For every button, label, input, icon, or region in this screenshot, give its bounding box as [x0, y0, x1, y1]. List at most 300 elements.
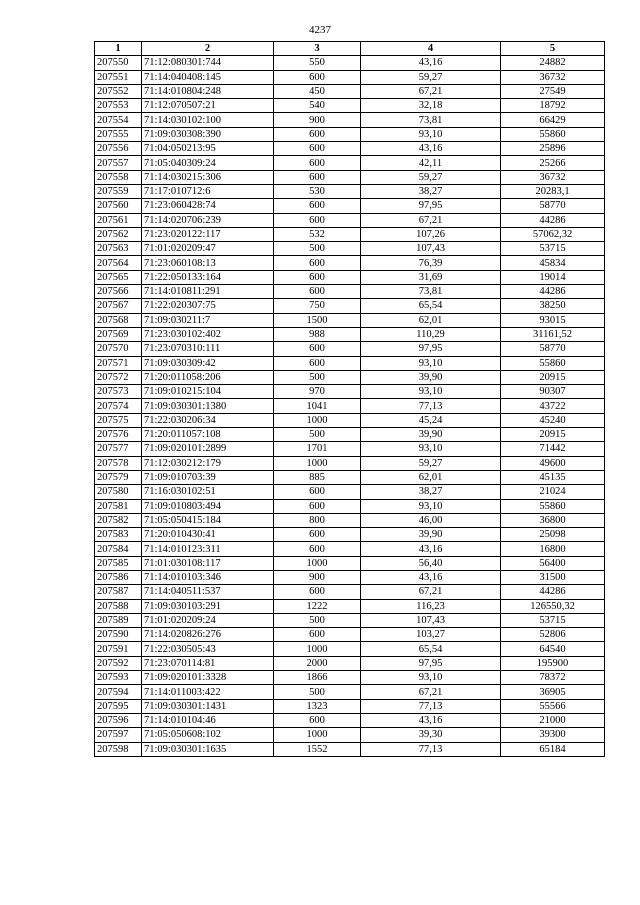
amount-value: 43722 [501, 399, 605, 413]
rate-value: 103,27 [361, 628, 501, 642]
cadastral-number: 71:14:020826:276 [142, 628, 274, 642]
table-row [95, 599, 605, 613]
amount-value: 21024 [501, 485, 605, 499]
amount-value: 55860 [501, 356, 605, 370]
cadastral-number: 71:14:011003:422 [142, 685, 274, 699]
amount-value: 58770 [501, 199, 605, 213]
row-number: 207576 [95, 428, 142, 442]
amount-value: 49600 [501, 456, 605, 470]
area-value: 900 [274, 570, 361, 584]
row-number: 207584 [95, 542, 142, 556]
row-number: 207568 [95, 313, 142, 327]
table-row [95, 285, 605, 299]
amount-value: 44286 [501, 285, 605, 299]
table-row [95, 356, 605, 370]
rate-value: 59,27 [361, 456, 501, 470]
area-value: 600 [274, 528, 361, 542]
rate-value: 38,27 [361, 184, 501, 198]
amount-value: 20915 [501, 428, 605, 442]
area-value: 600 [274, 213, 361, 227]
area-value: 500 [274, 370, 361, 384]
column-header-5: 5 [501, 42, 605, 56]
rate-value: 77,13 [361, 699, 501, 713]
row-number: 207570 [95, 342, 142, 356]
area-value: 500 [274, 613, 361, 627]
amount-value: 55860 [501, 127, 605, 141]
rate-value: 62,01 [361, 470, 501, 484]
table-row [95, 299, 605, 313]
amount-value: 45135 [501, 470, 605, 484]
amount-value: 31500 [501, 570, 605, 584]
area-value: 2000 [274, 656, 361, 670]
amount-value: 53715 [501, 242, 605, 256]
area-value: 600 [274, 585, 361, 599]
table-row [95, 227, 605, 241]
row-number: 207567 [95, 299, 142, 313]
amount-value: 18792 [501, 99, 605, 113]
rate-value: 43,16 [361, 56, 501, 70]
rate-value: 43,16 [361, 142, 501, 156]
area-value: 600 [274, 170, 361, 184]
amount-value: 20915 [501, 370, 605, 384]
table-row [95, 713, 605, 727]
amount-value: 19014 [501, 270, 605, 284]
row-number: 207572 [95, 370, 142, 384]
row-number: 207581 [95, 499, 142, 513]
amount-value: 58770 [501, 342, 605, 356]
row-number: 207597 [95, 728, 142, 742]
row-number: 207579 [95, 470, 142, 484]
row-number: 207559 [95, 184, 142, 198]
cadastral-number: 71:14:040511:537 [142, 585, 274, 599]
amount-value: 39300 [501, 728, 605, 742]
cadastral-number: 71:01:030108:117 [142, 556, 274, 570]
area-value: 600 [274, 485, 361, 499]
cadastral-number: 71:05:040309:24 [142, 156, 274, 170]
row-number: 207580 [95, 485, 142, 499]
cadastral-number: 71:09:010703:39 [142, 470, 274, 484]
cadastral-number: 71:14:010811:291 [142, 285, 274, 299]
rate-value: 43,16 [361, 713, 501, 727]
row-number: 207585 [95, 556, 142, 570]
cadastral-number: 71:14:010103:346 [142, 570, 274, 584]
cadastral-number: 71:04:050213:95 [142, 142, 274, 156]
table-row [95, 413, 605, 427]
amount-value: 25098 [501, 528, 605, 542]
row-number: 207569 [95, 327, 142, 341]
row-number: 207592 [95, 656, 142, 670]
rate-value: 32,18 [361, 99, 501, 113]
table-row [95, 342, 605, 356]
area-value: 500 [274, 242, 361, 256]
row-number: 207596 [95, 713, 142, 727]
cadastral-number: 71:09:020101:2899 [142, 442, 274, 456]
table-row [95, 513, 605, 527]
rate-value: 39,90 [361, 428, 501, 442]
amount-value: 25266 [501, 156, 605, 170]
area-value: 1222 [274, 599, 361, 613]
table-row [95, 699, 605, 713]
area-value: 600 [274, 142, 361, 156]
amount-value: 57062,32 [501, 227, 605, 241]
cadastral-number: 71:20:010430:41 [142, 528, 274, 542]
rate-value: 93,10 [361, 442, 501, 456]
rate-value: 65,54 [361, 642, 501, 656]
area-value: 600 [274, 270, 361, 284]
area-value: 450 [274, 84, 361, 98]
area-value: 1552 [274, 742, 361, 756]
table-row [95, 142, 605, 156]
table-row [95, 728, 605, 742]
row-number: 207582 [95, 513, 142, 527]
row-number: 207594 [95, 685, 142, 699]
rate-value: 93,10 [361, 127, 501, 141]
row-number: 207562 [95, 227, 142, 241]
cadastral-number: 71:22:030505:43 [142, 642, 274, 656]
table-row [95, 656, 605, 670]
cadastral-number: 71:20:011057:108 [142, 428, 274, 442]
rate-value: 93,10 [361, 671, 501, 685]
cadastral-number: 71:12:030212:179 [142, 456, 274, 470]
row-number: 207556 [95, 142, 142, 156]
amount-value: 78372 [501, 671, 605, 685]
cadastral-number: 71:14:020706:239 [142, 213, 274, 227]
rate-value: 39,90 [361, 370, 501, 384]
table-row [95, 156, 605, 170]
cadastral-number: 71:23:060108:13 [142, 256, 274, 270]
rate-value: 56,40 [361, 556, 501, 570]
rate-value: 77,13 [361, 399, 501, 413]
data-table [94, 41, 605, 757]
table-row [95, 585, 605, 599]
area-value: 600 [274, 199, 361, 213]
rate-value: 46,00 [361, 513, 501, 527]
cadastral-number: 71:23:070310:111 [142, 342, 274, 356]
row-number: 207571 [95, 356, 142, 370]
table-row [95, 113, 605, 127]
table-row [95, 70, 605, 84]
row-number: 207575 [95, 413, 142, 427]
amount-value: 64540 [501, 642, 605, 656]
table-row [95, 199, 605, 213]
table-row [95, 385, 605, 399]
table-row [95, 184, 605, 198]
rate-value: 65,54 [361, 299, 501, 313]
row-number: 207565 [95, 270, 142, 284]
page-number: 4237 [309, 24, 331, 36]
area-value: 1000 [274, 728, 361, 742]
cadastral-number: 71:09:030301:1431 [142, 699, 274, 713]
row-number: 207552 [95, 84, 142, 98]
area-value: 600 [274, 70, 361, 84]
cadastral-number: 71:14:030215:306 [142, 170, 274, 184]
rate-value: 45,24 [361, 413, 501, 427]
amount-value: 44286 [501, 585, 605, 599]
table-row [95, 84, 605, 98]
cadastral-number: 71:05:050415:184 [142, 513, 274, 527]
cadastral-number: 71:22:030206:34 [142, 413, 274, 427]
row-number: 207595 [95, 699, 142, 713]
table-row [95, 499, 605, 513]
table-row [95, 399, 605, 413]
cadastral-number: 71:17:010712:6 [142, 184, 274, 198]
table-row [95, 570, 605, 584]
amount-value: 90307 [501, 385, 605, 399]
amount-value: 24882 [501, 56, 605, 70]
table-row [95, 685, 605, 699]
row-number: 207553 [95, 99, 142, 113]
row-number: 207566 [95, 285, 142, 299]
cadastral-number: 71:23:060428:74 [142, 199, 274, 213]
row-number: 207587 [95, 585, 142, 599]
rate-value: 97,95 [361, 342, 501, 356]
rate-value: 107,26 [361, 227, 501, 241]
table-row [95, 270, 605, 284]
cadastral-number: 71:09:010215:104 [142, 385, 274, 399]
area-value: 1866 [274, 671, 361, 685]
column-header-4: 4 [361, 42, 501, 56]
row-number: 207563 [95, 242, 142, 256]
row-number: 207583 [95, 528, 142, 542]
rate-value: 67,21 [361, 585, 501, 599]
amount-value: 71442 [501, 442, 605, 456]
cadastral-number: 71:23:030102:402 [142, 327, 274, 341]
row-number: 207551 [95, 70, 142, 84]
table-row [95, 442, 605, 456]
area-value: 750 [274, 299, 361, 313]
table-row [95, 370, 605, 384]
rate-value: 62,01 [361, 313, 501, 327]
rate-value: 43,16 [361, 570, 501, 584]
row-number: 207593 [95, 671, 142, 685]
rate-value: 93,10 [361, 385, 501, 399]
table-row [95, 470, 605, 484]
area-value: 988 [274, 327, 361, 341]
area-value: 600 [274, 713, 361, 727]
amount-value: 36905 [501, 685, 605, 699]
amount-value: 53715 [501, 613, 605, 627]
area-value: 540 [274, 99, 361, 113]
cadastral-number: 71:23:070114:81 [142, 656, 274, 670]
cadastral-number: 71:20:011058:206 [142, 370, 274, 384]
amount-value: 44286 [501, 213, 605, 227]
amount-value: 16800 [501, 542, 605, 556]
area-value: 600 [274, 356, 361, 370]
table-row [95, 456, 605, 470]
rate-value: 110,29 [361, 327, 501, 341]
table-row [95, 327, 605, 341]
cadastral-number: 71:05:050608:102 [142, 728, 274, 742]
area-value: 1000 [274, 456, 361, 470]
area-value: 530 [274, 184, 361, 198]
row-number: 207578 [95, 456, 142, 470]
rate-value: 67,21 [361, 213, 501, 227]
table-row [95, 428, 605, 442]
table-row [95, 170, 605, 184]
table-row [95, 56, 605, 70]
row-number: 207590 [95, 628, 142, 642]
cadastral-number: 71:12:080301:744 [142, 56, 274, 70]
amount-value: 45834 [501, 256, 605, 270]
row-number: 207574 [95, 399, 142, 413]
area-value: 800 [274, 513, 361, 527]
area-value: 500 [274, 428, 361, 442]
area-value: 600 [274, 127, 361, 141]
rate-value: 39,90 [361, 528, 501, 542]
row-number: 207591 [95, 642, 142, 656]
cadastral-number: 71:09:030103:291 [142, 599, 274, 613]
rate-value: 93,10 [361, 356, 501, 370]
cadastral-number: 71:14:030102:100 [142, 113, 274, 127]
table-row [95, 556, 605, 570]
amount-value: 195900 [501, 656, 605, 670]
cadastral-number: 71:14:010804:248 [142, 84, 274, 98]
amount-value: 66429 [501, 113, 605, 127]
area-value: 550 [274, 56, 361, 70]
rate-value: 39,30 [361, 728, 501, 742]
table-row [95, 528, 605, 542]
amount-value: 31161,52 [501, 327, 605, 341]
area-value: 900 [274, 113, 361, 127]
table-row [95, 127, 605, 141]
row-number: 207588 [95, 599, 142, 613]
row-number: 207560 [95, 199, 142, 213]
rate-value: 116,23 [361, 599, 501, 613]
area-value: 970 [274, 385, 361, 399]
rate-value: 67,21 [361, 685, 501, 699]
rate-value: 43,16 [361, 542, 501, 556]
amount-value: 55566 [501, 699, 605, 713]
amount-value: 21000 [501, 713, 605, 727]
row-number: 207557 [95, 156, 142, 170]
area-value: 1701 [274, 442, 361, 456]
table-header-row [95, 42, 605, 56]
table-row [95, 213, 605, 227]
row-number: 207550 [95, 56, 142, 70]
rate-value: 77,13 [361, 742, 501, 756]
cadastral-number: 71:09:010803:494 [142, 499, 274, 513]
area-value: 1041 [274, 399, 361, 413]
cadastral-number: 71:09:030308:390 [142, 127, 274, 141]
amount-value: 36732 [501, 170, 605, 184]
area-value: 1500 [274, 313, 361, 327]
amount-value: 45240 [501, 413, 605, 427]
area-value: 600 [274, 628, 361, 642]
amount-value: 20283,1 [501, 184, 605, 198]
rate-value: 67,21 [361, 84, 501, 98]
row-number: 207554 [95, 113, 142, 127]
amount-value: 27549 [501, 84, 605, 98]
cadastral-number: 71:09:030301:1635 [142, 742, 274, 756]
area-value: 600 [274, 156, 361, 170]
row-number: 207564 [95, 256, 142, 270]
amount-value: 93015 [501, 313, 605, 327]
amount-value: 126550,32 [501, 599, 605, 613]
cadastral-number: 71:14:040408:145 [142, 70, 274, 84]
rate-value: 107,43 [361, 613, 501, 627]
row-number: 207586 [95, 570, 142, 584]
column-header-3: 3 [274, 42, 361, 56]
area-value: 1000 [274, 413, 361, 427]
table-row [95, 99, 605, 113]
area-value: 600 [274, 499, 361, 513]
cadastral-number: 71:09:030309:42 [142, 356, 274, 370]
table-row [95, 256, 605, 270]
area-value: 600 [274, 256, 361, 270]
cadastral-number: 71:09:020101:3328 [142, 671, 274, 685]
row-number: 207577 [95, 442, 142, 456]
row-number: 207598 [95, 742, 142, 756]
column-header-2: 2 [142, 42, 274, 56]
table-row [95, 742, 605, 756]
area-value: 1323 [274, 699, 361, 713]
amount-value: 36732 [501, 70, 605, 84]
table-row [95, 485, 605, 499]
cadastral-number: 71:01:020209:24 [142, 613, 274, 627]
table-row [95, 628, 605, 642]
table-row [95, 542, 605, 556]
row-number: 207573 [95, 385, 142, 399]
table-row [95, 242, 605, 256]
rate-value: 31,69 [361, 270, 501, 284]
cadastral-number: 71:22:020307:75 [142, 299, 274, 313]
cadastral-number: 71:23:020122:117 [142, 227, 274, 241]
amount-value: 52806 [501, 628, 605, 642]
table-row [95, 613, 605, 627]
area-value: 500 [274, 685, 361, 699]
area-value: 1000 [274, 642, 361, 656]
rate-value: 97,95 [361, 199, 501, 213]
cadastral-number: 71:14:010123:311 [142, 542, 274, 556]
rate-value: 73,81 [361, 113, 501, 127]
amount-value: 56400 [501, 556, 605, 570]
cadastral-number: 71:16:030102:51 [142, 485, 274, 499]
amount-value: 38250 [501, 299, 605, 313]
amount-value: 65184 [501, 742, 605, 756]
rate-value: 42,11 [361, 156, 501, 170]
cadastral-number: 71:01:020209:47 [142, 242, 274, 256]
cadastral-number: 71:09:030211:7 [142, 313, 274, 327]
cadastral-number: 71:09:030301:1380 [142, 399, 274, 413]
cadastral-number: 71:12:070507:21 [142, 99, 274, 113]
table-row [95, 313, 605, 327]
area-value: 885 [274, 470, 361, 484]
rate-value: 76,39 [361, 256, 501, 270]
area-value: 600 [274, 285, 361, 299]
rate-value: 59,27 [361, 70, 501, 84]
amount-value: 55860 [501, 499, 605, 513]
cadastral-number: 71:22:050133:164 [142, 270, 274, 284]
column-header-1: 1 [95, 42, 142, 56]
rate-value: 97,95 [361, 656, 501, 670]
area-value: 1000 [274, 556, 361, 570]
table-row [95, 642, 605, 656]
area-value: 600 [274, 542, 361, 556]
area-value: 600 [274, 342, 361, 356]
row-number: 207561 [95, 213, 142, 227]
rate-value: 93,10 [361, 499, 501, 513]
table-body [95, 56, 605, 757]
row-number: 207589 [95, 613, 142, 627]
row-number: 207555 [95, 127, 142, 141]
row-number: 207558 [95, 170, 142, 184]
rate-value: 59,27 [361, 170, 501, 184]
rate-value: 107,43 [361, 242, 501, 256]
rate-value: 38,27 [361, 485, 501, 499]
cadastral-number: 71:14:010104:46 [142, 713, 274, 727]
area-value: 532 [274, 227, 361, 241]
amount-value: 25896 [501, 142, 605, 156]
